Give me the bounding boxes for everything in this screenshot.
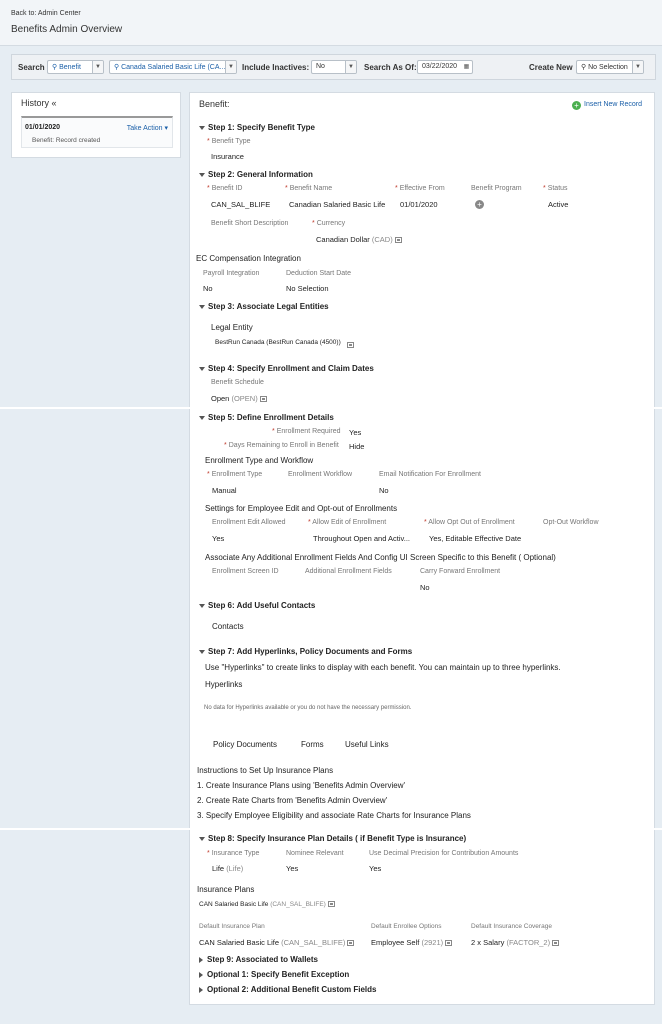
insurance-plan-name: CAN Salaried Basic Life: [199, 901, 269, 908]
enrollment-workflow-label: Enrollment Workflow: [288, 471, 353, 478]
create-new-select[interactable]: [576, 60, 644, 74]
deduction-label: Deduction Start Date: [286, 270, 351, 277]
legal-entity-title: Legal Entity: [211, 323, 253, 332]
benefit-name-label-text: Benefit Name: [289, 185, 333, 192]
hyperlinks-title: Hyperlinks: [205, 680, 243, 689]
enrollment-required-value: Yes: [349, 428, 362, 437]
chevron-down-icon[interactable]: ▼: [225, 61, 236, 73]
hyperlinks-description: Use "Hyperlinks" to create links to display with each benefit. You can maintain up to three hyperlinks.: [205, 663, 561, 672]
search-as-of-value: 03/22/2020: [422, 63, 458, 70]
step5-title: Step 5: Define Enrollment Details: [208, 413, 334, 422]
step6-title: Step 6: Add Useful Contacts: [208, 601, 316, 610]
step1-title: Step 1: Specify Benefit Type: [208, 123, 315, 132]
chevron-right-icon: [199, 987, 203, 993]
chevron-down-icon: [199, 367, 205, 371]
history-entry-text: Benefit: Record created: [32, 137, 101, 144]
page-header: [0, 0, 662, 46]
days-remaining-label: * Days Remaining to Enroll in Benefit: [224, 442, 339, 449]
currency-label-text: Currency: [316, 220, 346, 227]
ec-title: EC Compensation Integration: [196, 254, 301, 263]
step2-title: Step 2: General Information: [208, 170, 313, 179]
edit-allowed-value: Yes: [212, 534, 225, 543]
search-icon: ⚲: [581, 64, 587, 71]
instruction-3: 3. Specify Employee Eligibility and associate Rate Charts for Insurance Plans: [197, 811, 471, 820]
effective-from-label-text: Effective From: [399, 185, 445, 192]
default-enrollee-code: (2921): [421, 938, 444, 947]
payroll-value: No: [203, 284, 213, 293]
enrollment-type-label-text: Enrollment Type: [211, 471, 263, 478]
carry-forward-label: Carry Forward Enrollment: [420, 568, 501, 575]
optional1-header[interactable]: [199, 970, 349, 979]
benefit-name-value: Canadian Salaried Basic Life: [289, 200, 386, 209]
instruction-1: 1. Create Insurance Plans using 'Benefits Admin Overview': [197, 781, 406, 790]
payroll-label: Payroll Integration: [203, 270, 260, 277]
history-entry[interactable]: [21, 116, 173, 148]
details-icon[interactable]: [260, 396, 267, 402]
search-value-select[interactable]: [109, 60, 237, 74]
step4-header[interactable]: [199, 364, 374, 373]
section-divider: [0, 828, 662, 830]
search-label: Search: [18, 63, 45, 72]
edit-allowed-label: Enrollment Edit Allowed: [212, 519, 286, 526]
benefit-type-value: Insurance: [211, 152, 244, 161]
history-title[interactable]: History «: [21, 98, 57, 108]
insurance-type-label-text: Insurance Type: [211, 850, 260, 857]
opt-out-workflow-label: Opt-Out Workflow: [543, 519, 599, 526]
currency-label: * Currency: [312, 220, 346, 227]
nominee-value: Yes: [286, 864, 299, 873]
instructions-title: Instructions to Set Up Insurance Plans: [197, 766, 334, 775]
currency-name: Canadian Dollar: [316, 235, 370, 244]
enrollment-required-label: * Enrollment Required: [272, 428, 341, 435]
enrollment-type-value: Manual: [212, 486, 237, 495]
enrollment-screen-label: Enrollment Screen ID: [212, 568, 279, 575]
days-remaining-value: Hide: [349, 442, 365, 451]
search-bar: [11, 54, 656, 80]
days-remaining-label-text: Days Remaining to Enroll in Benefit: [228, 442, 339, 449]
allow-edit-value: Throughout Open and Activ...: [313, 534, 411, 543]
enrollment-type-workflow-title: Enrollment Type and Workflow: [205, 456, 314, 465]
default-coverage-name: 2 x Salary: [471, 938, 505, 947]
opt-out-value: Yes, Editable Effective Date: [429, 534, 522, 543]
step9-title: Step 9: Associated to Wallets: [207, 955, 318, 964]
benefit-title: Benefit:: [199, 99, 230, 109]
section-divider: [0, 407, 662, 409]
details-icon[interactable]: [347, 342, 354, 348]
benefit-schedule-value: [211, 394, 267, 403]
effective-from-label: * Effective From: [395, 185, 445, 192]
search-as-of-input[interactable]: [417, 60, 473, 74]
step8-title: Step 8: Specify Insurance Plan Details ( if Benefit Type is Insurance): [208, 834, 467, 843]
legal-entity-value: BestRun Canada (BestRun Canada (4500)): [215, 339, 341, 346]
default-enrollee-label: Default Enrollee Options: [371, 923, 442, 930]
opt-out-label: * Allow Opt Out of Enrollment: [424, 519, 515, 526]
page-title: Benefits Admin Overview: [11, 24, 123, 35]
default-plan-code: (CAN_SAL_BLIFE): [281, 938, 346, 947]
enrollment-type-label: * Enrollment Type: [207, 471, 263, 478]
additional-fields-label: Additional Enrollment Fields: [305, 568, 392, 575]
enrollment-required-label-text: Enrollment Required: [276, 428, 341, 435]
tab-policy-documents[interactable]: Policy Documents: [213, 740, 278, 749]
step8-header[interactable]: [199, 834, 466, 843]
benefit-name-label: * Benefit Name: [285, 185, 333, 192]
create-new-value: No Selection: [588, 64, 628, 71]
benefit-program-label: Benefit Program: [471, 185, 522, 192]
email-notification-label: Email Notification For Enrollment: [379, 471, 481, 478]
opt-out-label-text: Allow Opt Out of Enrollment: [428, 519, 515, 526]
chevron-down-icon: [199, 416, 205, 420]
benefit-type-label-text: Benefit Type: [211, 138, 251, 145]
chevron-right-icon: [199, 957, 203, 963]
insurance-type-label: * Insurance Type: [207, 850, 260, 857]
optional2-title: Optional 2: Additional Benefit Custom Fields: [207, 985, 377, 994]
history-date: 01/01/2020: [25, 124, 61, 131]
chevron-right-icon: [199, 972, 203, 978]
step7-title: Step 7: Add Hyperlinks, Policy Documents and Forms: [208, 647, 413, 656]
status-label: * Status: [543, 185, 568, 192]
history-panel: [11, 92, 181, 158]
status-value: Active: [548, 200, 569, 209]
associate-fields-title: Associate Any Additional Enrollment Fields And Config UI Screen Specific to this Benefit ( Optional): [205, 553, 556, 562]
search-type-select[interactable]: [47, 60, 104, 74]
benefit-schedule-label: Benefit Schedule: [211, 379, 264, 386]
chevron-down-icon: [199, 173, 205, 177]
include-inactives-value: No: [316, 63, 325, 70]
default-plan-value: [199, 938, 354, 947]
allow-edit-label-text: Allow Edit of Enrollment: [312, 519, 387, 526]
default-coverage-label: Default Insurance Coverage: [471, 923, 552, 930]
default-plan-label: Default Insurance Plan: [199, 923, 265, 930]
effective-from-value: 01/01/2020: [400, 200, 438, 209]
benefit-id-label-text: Benefit ID: [211, 185, 243, 192]
add-program-icon[interactable]: +: [475, 200, 484, 209]
nominee-label: Nominee Relevant: [286, 850, 344, 857]
create-new-label: Create New: [529, 63, 573, 72]
step4-title: Step 4: Specify Enrollment and Claim Dates: [208, 364, 374, 373]
step7-header[interactable]: [199, 647, 412, 656]
details-icon[interactable]: [445, 940, 452, 946]
take-action-button[interactable]: Take Action ▾: [126, 125, 168, 132]
instruction-2: 2. Create Rate Charts from 'Benefits Admin Overview': [197, 796, 388, 805]
step3-title: Step 3: Associate Legal Entities: [208, 302, 329, 311]
details-icon[interactable]: [347, 940, 354, 946]
insurance-plans-title: Insurance Plans: [197, 885, 255, 894]
allow-edit-label: * Allow Edit of Enrollment: [308, 519, 387, 526]
carry-forward-value: No: [420, 583, 430, 592]
insert-new-record-link[interactable]: Insert New Record: [584, 101, 642, 108]
chevron-down-icon: [199, 650, 205, 654]
add-icon[interactable]: +: [572, 101, 581, 110]
chevron-down-icon: [199, 126, 205, 130]
search-icon: ⚲: [52, 64, 58, 71]
search-as-of-label: Search As Of:: [364, 63, 417, 72]
step5-header[interactable]: [199, 413, 334, 422]
default-enrollee-name: Employee Self: [371, 938, 420, 947]
benefit-id-label: * Benefit ID: [207, 185, 243, 192]
insurance-type-code: (Life): [226, 864, 244, 873]
optional2-header[interactable]: [199, 985, 376, 994]
include-inactives-select[interactable]: [311, 60, 357, 74]
insurance-type-name: Life: [212, 864, 225, 873]
schedule-name: Open: [211, 394, 230, 403]
step1-header[interactable]: [199, 123, 315, 132]
benefit-type-label: * Benefit Type: [207, 138, 251, 145]
chevron-down-icon[interactable]: ▼: [92, 61, 103, 73]
chevron-down-icon[interactable]: ▼: [632, 61, 643, 73]
default-coverage-value: [471, 938, 559, 947]
details-icon[interactable]: [395, 237, 402, 243]
currency-value: [316, 235, 402, 244]
decimal-precision-value: Yes: [369, 864, 382, 873]
insurance-plan-code: (CAN_SAL_BLIFE): [270, 901, 326, 908]
short-desc-label: Benefit Short Description: [211, 220, 289, 227]
details-icon[interactable]: [328, 901, 335, 907]
decimal-precision-label: Use Decimal Precision for Contribution Amounts: [369, 850, 519, 857]
tab-forms[interactable]: Forms: [301, 740, 324, 749]
details-icon[interactable]: [552, 940, 559, 946]
currency-code: (CAD): [371, 235, 393, 244]
chevron-down-icon: [199, 604, 205, 608]
hyperlinks-nodata: No data for Hyperlinks available or you do not have the necessary permission.: [204, 705, 412, 711]
calendar-icon[interactable]: ▦: [463, 64, 470, 70]
default-coverage-code: (FACTOR_2): [506, 938, 551, 947]
step6-header[interactable]: [199, 601, 315, 610]
default-enrollee-value: [371, 938, 452, 947]
benefit-panel: [189, 92, 655, 1005]
step3-header[interactable]: [199, 302, 329, 311]
optional1-title: Optional 1: Specify Benefit Exception: [207, 970, 350, 979]
step9-header[interactable]: [199, 955, 318, 964]
default-plan-name: CAN Salaried Basic Life: [199, 938, 280, 947]
tab-useful-links[interactable]: Useful Links: [345, 740, 389, 749]
chevron-down-icon: [199, 837, 205, 841]
back-link[interactable]: Back to: Admin Center: [11, 10, 81, 17]
include-inactives-label: Include Inactives:: [242, 63, 310, 72]
benefit-id-value: CAN_SAL_BLIFE: [211, 200, 271, 209]
insurance-plan-value: [199, 901, 335, 908]
search-value: Canada Salaried Basic Life (CA...: [121, 64, 226, 71]
search-type-value: Benefit: [59, 64, 81, 71]
insurance-type-value: [212, 864, 243, 873]
status-label-text: Status: [547, 185, 568, 192]
chevron-down-icon[interactable]: ▼: [345, 61, 356, 73]
email-notification-value: No: [379, 486, 389, 495]
chevron-down-icon: [199, 305, 205, 309]
step2-header[interactable]: [199, 170, 313, 179]
settings-title: Settings for Employee Edit and Opt-out of Enrollments: [205, 504, 398, 513]
search-icon: ⚲: [114, 64, 120, 71]
deduction-value: No Selection: [286, 284, 329, 293]
contacts-title: Contacts: [212, 622, 244, 631]
schedule-code: (OPEN): [231, 394, 258, 403]
